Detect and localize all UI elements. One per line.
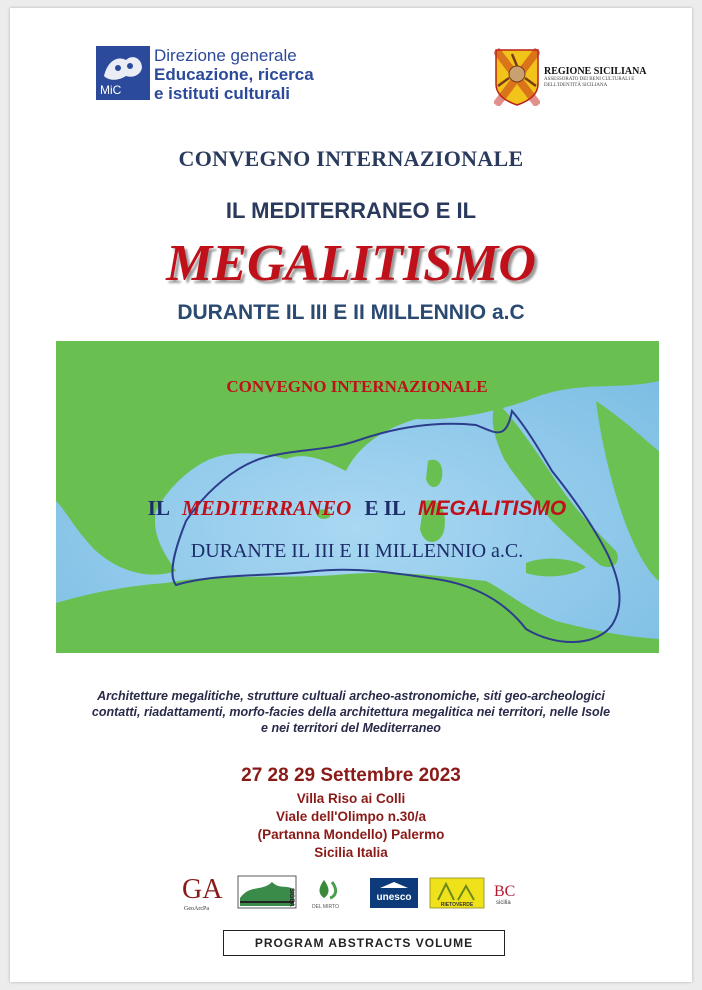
map-il-word: IL	[147, 496, 169, 520]
description-line3: e nei territori del Mediterraneo	[261, 721, 441, 735]
mic-line3: e istituti culturali	[154, 84, 291, 103]
map-mediterraneo-word: MEDITERRANEO	[182, 496, 352, 520]
unesco-label: unesco	[376, 892, 412, 903]
mic-line2: Educazione, ricerca	[154, 65, 314, 84]
millennio-heading: DURANTE IL III E II MILLENNIO a.C	[177, 301, 525, 324]
mirto-logo	[312, 880, 339, 910]
regione-subtitle: ASSESSORATO DEI BENI CULTURALI E DELL'IDENTITÀ SICILIANA	[544, 76, 635, 88]
map-megalitismo-word: MEGALITISMO	[418, 497, 567, 520]
venue-line4: Sicilia Italia	[314, 845, 388, 860]
geoarcpa-logo	[182, 874, 223, 912]
mediterraneo-heading: IL MEDITERRANEO E IL	[225, 198, 477, 223]
map-eil-word: E IL	[364, 496, 405, 520]
mirto-label: DEL MIRTO	[312, 904, 339, 910]
venue-line1: Villa Riso ai Colli	[296, 791, 406, 806]
bc-sicilia-logo	[494, 883, 515, 906]
topics-description	[50, 688, 652, 736]
corsica-island	[426, 460, 442, 487]
mic-emblem-icon	[96, 46, 150, 100]
rietoverde-logo	[430, 878, 484, 908]
trinacria-shield-icon	[494, 48, 540, 106]
program-abstracts-volume-box: PROGRAM ABSTRACTS VOLUME	[223, 930, 505, 956]
map-millennio-label: DURANTE IL III E II MILLENNIO a.C.	[190, 540, 524, 562]
venue-line3: (Partanna Mondello) Palermo	[257, 827, 445, 842]
venue-line2: Viale dell'Olimpo n.30/a	[275, 809, 427, 824]
regione-title: REGIONE SICILIANA	[544, 65, 647, 77]
mediterranean-map	[56, 341, 659, 653]
map-convegno-label: CONVEGNO INTERNAZIONALE	[226, 377, 488, 396]
mic-logo	[96, 46, 314, 103]
mic-text	[154, 46, 314, 103]
sigea-logo	[238, 876, 296, 908]
bc-label: sicilia	[496, 900, 511, 906]
megalitismo-title: MEGALITISMO	[166, 235, 536, 292]
bc-mark: BC	[494, 883, 516, 900]
partner-logos	[180, 870, 520, 914]
description-line2: contatti, riadattamenti, morfo-facies della architettura megalitica nei territori, nelle Isole	[91, 705, 611, 719]
convegno-heading: CONVEGNO INTERNAZIONALE	[178, 146, 524, 171]
sigea-label: SIGEA	[288, 888, 294, 907]
geoarcpa-mark: GA	[182, 874, 223, 905]
event-dates: 27 28 29 Settembre 2023	[241, 765, 461, 786]
poster-page	[10, 8, 692, 982]
unesco-logo	[370, 878, 418, 908]
mic-mark-text: MiC	[100, 83, 122, 97]
description-line1: Architetture megalitiche, strutture cultuali archeo-astronomiche, siti geo-archeologici	[97, 689, 605, 703]
venue-block	[10, 790, 692, 862]
regione-text	[544, 66, 654, 89]
rietoverde-label: RIETOVERDE	[440, 902, 474, 908]
geoarcpa-label: GeoArcPa	[184, 906, 209, 912]
regione-siciliana-logo	[494, 48, 654, 106]
mic-line1: Direzione generale	[154, 46, 297, 65]
